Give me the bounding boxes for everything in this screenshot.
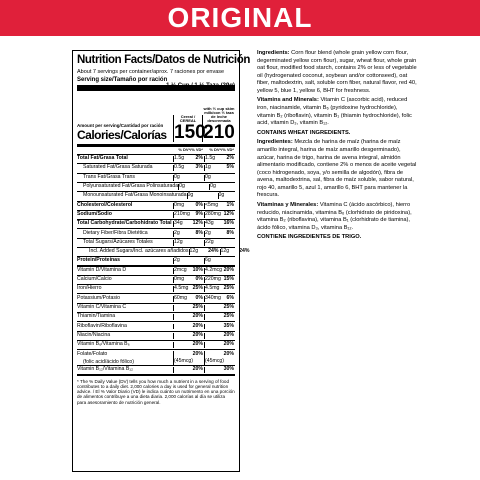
nutrient-dv-milk: 15% <box>223 276 234 283</box>
nutrient-amount-milk <box>205 324 222 330</box>
nutrient-amount-milk: 4.2mcg <box>205 266 223 273</box>
nutrient-dv-cereal: 10% <box>192 266 203 273</box>
nutrient-row <box>77 164 235 173</box>
nutrient-label: Vitamin C/Vitamina C <box>77 303 127 310</box>
vitamins-text-es: Vitamina C (ácido ascórbico), hierro reducido, niacinamida, vitamina B₆ (clorhidrato de piridoxina), vitamina B₂ (riboflavina), vitamina B₁ (clorhidrato de tiamina), ácido fólico, vitamina D₃, vitamina B₁₂. <box>257 201 412 231</box>
dv-header-row <box>77 147 235 155</box>
nutrient-label: Potassium/Potasio <box>77 294 120 301</box>
nutrient-row <box>77 276 235 285</box>
nutrient-amount-milk: 6g <box>205 256 211 263</box>
nutrient-amount-cereal: 0g <box>187 192 194 199</box>
nutrient-amount-cereal <box>174 305 191 311</box>
flavor-banner: ORIGINAL <box>0 0 480 36</box>
nutrient-dv-milk: 20% <box>223 331 234 338</box>
b12-dv-milk: 30% <box>223 365 234 372</box>
nutrient-row <box>77 322 235 331</box>
panel-title: Nutrition Facts/Datos de Nutrición <box>77 54 250 66</box>
b12-label: Vitamin B₁₂/Vitamina B₁₂ <box>77 365 134 372</box>
nutrient-amount-cereal: 0mg <box>174 276 185 283</box>
calories-with-milk: 210 <box>203 122 235 144</box>
nutrient-amount-milk <box>205 342 222 348</box>
nutrient-dv-cereal: 24% <box>208 248 219 255</box>
nutrient-row <box>77 294 235 303</box>
nutrient-dv-milk <box>222 175 235 181</box>
nutrient-dv-cereal: 20% <box>192 313 203 320</box>
nutrient-amount-milk: 340mg <box>205 294 221 301</box>
nutrient-row <box>77 239 235 248</box>
nutrient-amount-cereal: 1.5g <box>174 155 185 162</box>
nutrient-label: Total Fat/Grasa Total <box>77 155 128 162</box>
nutrient-amount-cereal: 2g <box>174 256 180 263</box>
nutrient-row <box>77 192 235 201</box>
nutrient-amount-cereal <box>174 333 191 339</box>
nutrient-label: Dietary Fiber/Fibra Dietética <box>83 229 148 236</box>
nutrient-dv-cereal: 8% <box>195 229 203 236</box>
nutrient-dv-cereal: 3% <box>195 164 203 171</box>
dv-header-cereal: % DV*/% VD* <box>178 147 203 153</box>
nutrient-dv-cereal: 20% <box>192 341 203 348</box>
nutrient-dv-milk <box>227 184 240 190</box>
nutrient-dv-cereal: 0% <box>195 294 203 301</box>
nutrient-dv-cereal: 25% <box>192 303 203 310</box>
vitamins-label-es: Vitaminas y Minerales: <box>257 201 319 208</box>
nutrient-label: Polyunsaturated Fat/Grasa Polinsaturada <box>83 183 179 190</box>
nutrient-row <box>77 341 235 350</box>
folate-dv-cereal: 20% <box>192 351 203 358</box>
nutrient-amount-cereal <box>174 314 191 320</box>
nutrient-amount-milk <box>205 314 222 320</box>
nutrient-row <box>77 229 235 238</box>
serving-size-label: Serving size/Tamaño por ración <box>77 76 168 83</box>
nutrient-dv-cereal <box>191 240 204 246</box>
nutrient-amount-milk: 22g <box>205 238 214 245</box>
nutrient-amount-cereal: 210mg <box>174 210 190 217</box>
cereal-column-header: Cereal / CEREAL <box>179 114 197 124</box>
nutrient-dv-milk: 5% <box>226 164 234 171</box>
nutrient-dv-cereal <box>196 184 209 190</box>
nutrient-amount-milk: <5mg <box>205 201 219 208</box>
nutrient-rows <box>77 155 250 350</box>
nutrient-dv-cereal: 2% <box>195 155 203 162</box>
allergen-statement-es: CONTIENE INGREDIENTES DE TRIGO. <box>257 234 362 241</box>
vitamins-label-en: Vitamins and Minerals: <box>257 97 319 104</box>
nutrient-amount-cereal: 0g <box>174 173 180 180</box>
nutrient-dv-milk: 6% <box>226 294 234 301</box>
nutrient-amount-cereal: 60mg <box>174 294 187 301</box>
nutrient-amount-milk: 220mg <box>205 276 221 283</box>
nutrient-amount-cereal <box>174 324 191 330</box>
nutrient-row <box>77 257 235 266</box>
calories-cereal: 150 <box>174 122 206 144</box>
nutrient-dv-cereal <box>191 258 204 264</box>
nutrient-row <box>77 174 235 183</box>
nutrient-dv-cereal <box>191 175 204 181</box>
milk-column-header: with ½ cup skim milk/con ½ taza de leche descremada <box>203 105 235 124</box>
nutrient-row-folate <box>77 350 235 366</box>
nutrient-dv-milk <box>222 258 235 264</box>
nutrient-row <box>77 211 235 220</box>
nutrient-dv-cereal: 0% <box>195 276 203 283</box>
nutrient-amount-milk: 0g <box>205 173 211 180</box>
nutrient-row <box>77 220 235 229</box>
nutrient-dv-cereal: 20% <box>192 322 203 329</box>
nutrient-label: Saturated Fat/Grasa Saturada <box>83 164 153 171</box>
nutrient-amount-milk: 4.5mg <box>205 285 220 292</box>
nutrient-row <box>77 183 235 192</box>
nutrient-dv-milk: 1% <box>226 201 234 208</box>
nutrient-amount-milk: 0g <box>218 192 225 199</box>
nutrient-amount-cereal: 0mg <box>174 201 185 208</box>
ingredients-label-es: Ingredientes: <box>257 139 293 146</box>
nutrient-amount-cereal: 4.5mg <box>174 285 189 292</box>
nutrient-amount-cereal: 12g <box>174 238 183 245</box>
folate-dv-milk: 20% <box>223 351 234 358</box>
allergen-statement-en: CONTAINS WHEAT INGREDIENTS. <box>257 129 351 136</box>
folate-amount-milk: (45mcg) <box>205 358 225 365</box>
nutrient-dv-milk: 8% <box>226 229 234 236</box>
nutrient-label: Trans Fat/Grasa Trans <box>83 173 135 180</box>
calories-block <box>77 91 235 147</box>
nutrient-dv-milk: 24% <box>239 248 250 255</box>
nutrient-row <box>77 285 235 294</box>
serving-size-value: 1 ⅓ Cup / 1 ⅓ Taza (39g) <box>166 83 235 90</box>
nutrient-dv-cereal: 25% <box>192 285 203 292</box>
ingredients-text-en: Corn flour blend (whole grain yellow corn flour, degerminated yellow corn flour), sugar, wheat flour, whole grain oat flour, modified food starch, contains 2% or less of vegetable oil (hydrogenated coconut, soybean and/or cottonseed), oat fiber, maltodextrin, salt, soluble corn fiber, natural flavor, red 40, yellow 5, blue 1, yellow 6, BHT for freshness. <box>257 50 417 94</box>
ingredients-text-es: Mezcla de harina de maíz (harina de maíz amarillo integral, harina de maíz amarillo desgerminado), azúcar, harina de trigo, harina de avena integral, almidón alimentario modificado, contiene 2% o menos de aceite vegetal (coco hidrogenado, soya, y/o semilla de algodón), fibra de avena, maltodextrina, sal, fibra de maíz soluble, sabor natural, rojo 40, amarillo 5, azul 1, amarillo 6, BHT para mantener la frescura. <box>257 139 417 199</box>
nutrient-dv-milk: 20% <box>223 341 234 348</box>
nutrient-dv-milk: 25% <box>223 285 234 292</box>
nutrient-label: Protein/Proteínas <box>77 256 120 263</box>
nutrient-dv-milk: 12% <box>223 210 234 217</box>
nutrient-amount-milk: 280mg <box>205 210 221 217</box>
nutrient-amount-milk <box>205 333 222 339</box>
nutrient-dv-milk: 16% <box>223 220 234 227</box>
serving-size <box>77 77 235 92</box>
nutrient-dv-cereal: 20% <box>192 331 203 338</box>
nutrient-amount-cereal: 2mcg <box>174 266 187 273</box>
nutrient-label: Total Sugars/Azúcares Totales <box>83 238 153 245</box>
nutrient-amount-cereal: 0.5g <box>174 164 185 171</box>
folate-amount-cereal: (45mcg) <box>174 358 194 365</box>
ingredients-label-en: Ingredients: <box>257 50 290 56</box>
dv-header-milk: % DV*/% VD* <box>209 147 234 153</box>
nutrient-amount-cereal: 2g <box>174 229 180 236</box>
nutrient-row <box>77 332 235 341</box>
nutrient-amount-milk <box>205 305 222 311</box>
nutrient-label: Cholesterol/Colesterol <box>77 201 133 208</box>
nutrient-label: Thiamin/Tiamina <box>77 313 116 320</box>
nutrient-label: Incl. Added Sugars/Incl. azúcares añadidos <box>89 248 189 255</box>
nutrient-amount-milk: 2g <box>205 229 211 236</box>
nutrient-dv-cereal: 9% <box>195 210 203 217</box>
nutrient-label: Vitamin D/Vitamina D <box>77 266 127 273</box>
calories-label: Calories/Calorías <box>77 127 167 142</box>
dv-footnote: * The % Daily Value (DV) tells you how much a nutrient in a serving of food contributes to a daily diet. 2,000 calories a day is used for general nutrition advice. / El % Valor Diario (VD) le indica cuánto un nutrimento en una porción de alimentos contribuye a una dieta diaria. 2,000 calorías al día se utiliza para asesoramiento de nutrición general. <box>77 378 235 405</box>
nutrient-row <box>77 155 235 164</box>
nutrient-amount-milk: 1g <box>205 164 211 171</box>
nutrient-dv-milk: 35% <box>223 322 234 329</box>
nutrient-label: Niacin/Niacina <box>77 331 111 338</box>
nutrient-dv-milk <box>222 240 235 246</box>
nutrient-label: Vitamin B₆/Vitamina B₆ <box>77 341 130 348</box>
nutrient-amount-cereal: 12g <box>189 248 199 255</box>
nutrient-amount-cereal: 34g <box>174 220 183 227</box>
nutrient-dv-cereal: 12% <box>192 220 203 227</box>
nutrient-label: Riboflavin/Riboflavina <box>77 322 127 329</box>
nutrition-facts-panel <box>72 50 250 472</box>
nutrient-dv-cereal: 0% <box>195 201 203 208</box>
folate-sublabel: (folic acid/ácido fólico) <box>83 358 135 365</box>
b12-dv-cereal: 20% <box>192 365 203 372</box>
nutrient-dv-milk <box>236 193 249 199</box>
vitamins-text-en: Vitamin C (ascorbic acid), reduced iron, niacinamide, vitamin B₆ (pyridoxine hydrochloride), vitamin B₂ (riboflavin), vitamin B₁ (thiamin hydrochloride), folic acid, vitamin D₃, vitamin B₁₂. <box>257 97 412 127</box>
nutrient-dv-milk: 25% <box>223 313 234 320</box>
nutrient-amount-milk: 1.5g <box>205 155 216 162</box>
servings-per-container: About 7 servings per container/aprox. 7 raciones por envase <box>77 69 225 76</box>
nutrient-amount-milk: 43g <box>205 220 214 227</box>
nutrient-row <box>77 267 235 276</box>
nutrient-label: Monounsaturated Fat/Grasa Monoinsaturada <box>83 192 187 199</box>
folate-label: Folate/Folato <box>77 351 108 358</box>
nutrient-dv-cereal <box>205 193 218 199</box>
nutrient-label: Iron/Hierro <box>77 285 102 292</box>
nutrient-amount-cereal <box>174 342 191 348</box>
nutrient-amount-cereal: 0g <box>179 183 185 190</box>
nutrient-label: Calcium/Calcio <box>77 276 112 283</box>
nutrient-row <box>77 202 235 211</box>
nutrient-row-b12 <box>77 366 235 375</box>
nutrient-dv-milk: 20% <box>223 266 234 273</box>
nutrient-label: Total Carbohydrate/Carbohidrato Total <box>77 220 172 227</box>
nutrient-row <box>77 313 235 322</box>
nutrient-label: Sodium/Sodio <box>77 210 112 217</box>
nutrient-row <box>77 248 250 257</box>
amount-per-serving-label: Amount per serving/Cantidad por ración <box>77 123 164 129</box>
nutrient-dv-milk: 2% <box>226 155 234 162</box>
nutrient-amount-milk: 12g <box>220 248 230 255</box>
ingredients-block <box>257 50 417 244</box>
nutrient-row <box>77 304 235 313</box>
nutrient-amount-milk: 0g <box>210 183 216 190</box>
nutrient-dv-milk: 25% <box>223 303 234 310</box>
